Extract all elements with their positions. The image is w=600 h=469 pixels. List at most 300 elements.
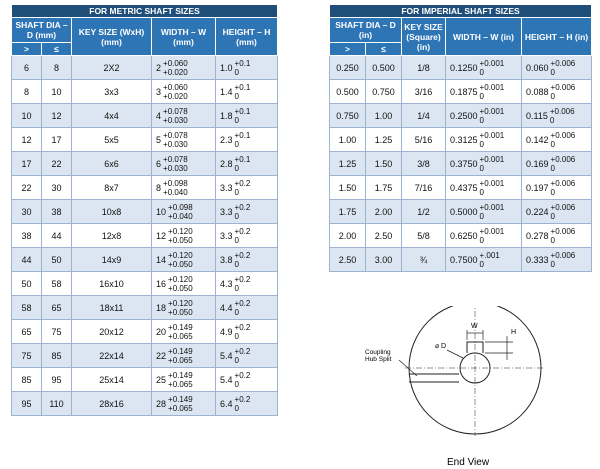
height-cell: [522, 248, 592, 272]
imperial-header-le: ≤: [366, 43, 402, 56]
height-tolerance: [235, 179, 251, 197]
height-tolerance: [551, 179, 576, 197]
width-tol-upper: +0.001: [479, 106, 505, 116]
shaft-dia-max-cell: 1.50: [366, 152, 402, 176]
width-tol-lower: +0.030: [163, 115, 188, 125]
key-size-cell: 2X2: [72, 56, 152, 80]
width-cell: [446, 176, 522, 200]
height-tol-upper: +0.1: [234, 58, 251, 68]
key-size-cell: 6x6: [72, 152, 152, 176]
width-tol-upper: +0.001: [479, 130, 505, 140]
width-cell: [152, 152, 216, 176]
height-tol-lower: 0: [550, 235, 555, 245]
key-size-cell: 22x14: [72, 344, 152, 368]
width-tolerance: [168, 203, 193, 221]
height-value: 0.060: [526, 62, 549, 73]
width-tol-lower: 0: [479, 139, 484, 149]
key-size-cell: 8x7: [72, 176, 152, 200]
shaft-dia-max-cell: 1.25: [366, 128, 402, 152]
height-tol-upper: +0.006: [550, 226, 576, 236]
width-tol-lower: +0.065: [168, 403, 193, 413]
shaft-dia-max-cell: 38: [42, 200, 72, 224]
height-tolerance: [551, 131, 576, 149]
height-cell: [522, 152, 592, 176]
width-value: 28: [156, 398, 167, 409]
height-value: 4.3: [220, 278, 233, 289]
height-tolerance: [551, 203, 576, 221]
width-value: 20: [156, 326, 167, 337]
metric-header-le: ≤: [42, 43, 72, 56]
shaft-dia-min-cell: 1.00: [330, 128, 366, 152]
height-tolerance: [235, 323, 251, 341]
height-value: 4.4: [220, 302, 233, 313]
key-size-cell: 3x3: [72, 80, 152, 104]
width-value: 16: [156, 278, 167, 289]
label-w: W: [471, 323, 478, 330]
shaft-dia-max-cell: 17: [42, 128, 72, 152]
width-tolerance: [163, 107, 188, 125]
height-cell: [216, 152, 278, 176]
width-tol-lower: +0.030: [163, 163, 188, 173]
height-value: 0.169: [526, 158, 549, 169]
width-tol-lower: 0: [479, 91, 484, 101]
height-tolerance: [235, 251, 251, 269]
key-size-cell: 25x14: [72, 368, 152, 392]
shaft-dia-min-cell: 22: [12, 176, 42, 200]
width-tol-lower: +0.065: [168, 355, 193, 365]
key-size-cell: 12x8: [72, 224, 152, 248]
height-tol-lower: 0: [550, 67, 555, 77]
width-tolerance: [163, 131, 188, 149]
shaft-dia-max-cell: 110: [42, 392, 72, 416]
shaft-dia-max-cell: 50: [42, 248, 72, 272]
width-tolerance: [168, 275, 193, 293]
height-tol-lower: 0: [550, 91, 555, 101]
height-value: 0.224: [526, 206, 549, 217]
height-tolerance: [235, 107, 251, 125]
height-cell: [522, 224, 592, 248]
width-cell: [152, 344, 216, 368]
shaft-dia-max-cell: 58: [42, 272, 72, 296]
height-tol-upper: +0.2: [234, 250, 251, 260]
height-value: 3.3: [220, 230, 233, 241]
height-cell: [216, 392, 278, 416]
shaft-dia-min-cell: 10: [12, 104, 42, 128]
key-size-cell: 4x4: [72, 104, 152, 128]
metric-header-height: HEIGHT – H (mm): [216, 18, 278, 56]
shaft-dia-min-cell: 30: [12, 200, 42, 224]
width-tol-upper: +0.149: [168, 394, 193, 404]
width-tol-lower: +0.040: [168, 211, 193, 221]
width-value: 25: [156, 374, 167, 385]
metric-table-row: [12, 80, 278, 104]
height-tol-lower: 0: [549, 115, 555, 125]
height-value: 0.088: [526, 86, 549, 97]
width-tol-upper: +0.120: [168, 274, 193, 284]
height-tol-upper: +0.2: [234, 346, 251, 356]
diameter-symbol-icon: ⌀: [435, 343, 440, 350]
width-value: 0.1250: [450, 62, 478, 73]
height-value: 0.278: [526, 230, 549, 241]
height-value: 4.9: [220, 326, 233, 337]
height-tolerance: [235, 347, 251, 365]
imperial-header-height: HEIGHT – H (in): [522, 18, 592, 56]
height-tol-upper: +0.1: [234, 130, 251, 140]
key-size-cell: 5x5: [72, 128, 152, 152]
height-value: 5.4: [220, 374, 233, 385]
width-tolerance: [168, 347, 193, 365]
height-value: 0.142: [526, 134, 549, 145]
height-cell: [216, 200, 278, 224]
height-tolerance: [551, 227, 576, 245]
width-cell: [152, 392, 216, 416]
width-tol-upper: +0.120: [168, 226, 193, 236]
height-tol-lower: 0: [234, 163, 239, 173]
width-tol-lower: +0.065: [168, 379, 193, 389]
width-tol-upper: +0.149: [168, 346, 193, 356]
width-cell: [152, 368, 216, 392]
height-tol-upper: +0.2: [234, 274, 251, 284]
key-size-cell: 18x11: [72, 296, 152, 320]
height-cell: [522, 128, 592, 152]
width-value: 18: [156, 302, 167, 313]
metric-table-row: [12, 224, 278, 248]
height-cell: [216, 176, 278, 200]
height-tolerance: [551, 155, 576, 173]
width-cell: [446, 56, 522, 80]
height-tol-lower: 0: [234, 307, 239, 317]
height-tolerance: [551, 251, 576, 269]
key-size-cell: 5/16: [402, 128, 446, 152]
height-cell: [216, 344, 278, 368]
imperial-header-shaft-dia: SHAFT DIA – D (in): [330, 18, 402, 43]
height-cell: [216, 296, 278, 320]
height-tol-lower: 0: [234, 211, 239, 221]
height-value: 0.333: [526, 254, 549, 265]
width-tolerance: [163, 179, 188, 197]
width-tolerance: [480, 83, 505, 101]
height-value: 0.197: [526, 182, 549, 193]
width-tolerance: [168, 299, 193, 317]
width-tol-upper: +0.060: [163, 82, 188, 92]
width-tolerance: [168, 371, 193, 389]
label-hub-split: Hub Split: [365, 356, 392, 363]
height-value: 1.4: [220, 86, 233, 97]
width-tol-lower: 0: [479, 163, 484, 173]
height-cell: [216, 56, 278, 80]
metric-table-row: [12, 392, 278, 416]
width-tolerance: [480, 131, 505, 149]
width-tolerance: [168, 251, 193, 269]
shaft-dia-min-cell: 58: [12, 296, 42, 320]
imperial-table: [329, 4, 592, 272]
metric-header-gt: >: [12, 43, 42, 56]
height-cell: [216, 320, 278, 344]
shaft-dia-min-cell: 75: [12, 344, 42, 368]
height-tol-lower: 0: [234, 67, 239, 77]
width-value: 0.3750: [450, 158, 478, 169]
shaft-dia-min-cell: 0.750: [330, 104, 366, 128]
shaft-dia-min-cell: 6: [12, 56, 42, 80]
shaft-dia-min-cell: 38: [12, 224, 42, 248]
height-tol-lower: 0: [234, 235, 239, 245]
height-value: 1.8: [220, 110, 233, 121]
shaft-dia-max-cell: 85: [42, 344, 72, 368]
width-tol-upper: +0.120: [168, 298, 193, 308]
key-size-cell: 10x8: [72, 200, 152, 224]
width-tol-upper: +0.078: [163, 106, 188, 116]
shaft-dia-max-cell: 44: [42, 224, 72, 248]
width-tol-upper: +0.120: [168, 250, 193, 260]
width-cell: [446, 128, 522, 152]
height-cell: [522, 176, 592, 200]
height-tol-lower: 0: [550, 187, 555, 197]
width-tolerance: [168, 227, 193, 245]
imperial-table-row: [330, 56, 592, 80]
height-tolerance: [235, 371, 251, 389]
shaft-dia-min-cell: 8: [12, 80, 42, 104]
height-tol-upper: +0.2: [234, 226, 251, 236]
width-value: 12: [156, 230, 167, 241]
shaft-dia-min-cell: 65: [12, 320, 42, 344]
imperial-table-title: FOR IMPERIAL SHAFT SIZES: [330, 5, 592, 18]
width-tolerance: [163, 83, 188, 101]
height-tol-lower: 0: [234, 91, 239, 101]
shaft-dia-min-cell: 12: [12, 128, 42, 152]
shaft-dia-min-cell: 85: [12, 368, 42, 392]
width-value: 0.6250: [450, 230, 478, 241]
width-value: 2: [156, 62, 162, 73]
width-cell: [446, 104, 522, 128]
shaft-dia-min-cell: 1.50: [330, 176, 366, 200]
width-cell: [446, 152, 522, 176]
imperial-table-row: [330, 128, 592, 152]
metric-header-shaft-dia: SHAFT DIA – D (mm): [12, 18, 72, 43]
width-cell: [152, 248, 216, 272]
width-tol-upper: +0.078: [163, 130, 188, 140]
shaft-dia-max-cell: 95: [42, 368, 72, 392]
width-tol-lower: +0.050: [168, 307, 193, 317]
height-tol-upper: +0.006: [550, 82, 576, 92]
height-tol-upper: +0.006: [550, 58, 576, 68]
width-value: 0.2500: [450, 110, 478, 121]
imperial-header-gt: >: [330, 43, 366, 56]
height-tol-upper: +0.1: [234, 106, 251, 116]
key-size-cell: 28x16: [72, 392, 152, 416]
key-size-cell: 7/16: [402, 176, 446, 200]
width-value: 0.1875: [450, 86, 478, 97]
shaft-dia-max-cell: 75: [42, 320, 72, 344]
width-value: 0.5000: [450, 206, 478, 217]
width-tol-lower: +0.065: [168, 331, 193, 341]
width-tol-upper: +0.078: [163, 154, 188, 164]
width-cell: [152, 104, 216, 128]
width-tol-lower: 0: [479, 67, 484, 77]
height-tol-upper: +0.006: [550, 178, 576, 188]
width-tolerance: [480, 155, 505, 173]
width-tol-upper: +0.001: [479, 82, 505, 92]
width-cell: [152, 56, 216, 80]
width-tolerance: [480, 227, 505, 245]
width-value: 5: [156, 134, 162, 145]
metric-table-row: [12, 248, 278, 272]
width-tolerance: [480, 107, 505, 125]
shaft-dia-max-cell: 22: [42, 152, 72, 176]
metric-table: [11, 4, 278, 416]
shaft-dia-max-cell: 30: [42, 176, 72, 200]
height-cell: [522, 80, 592, 104]
height-tol-lower: 0: [234, 139, 239, 149]
width-tol-lower: +0.040: [163, 187, 188, 197]
width-tol-lower: +0.020: [163, 67, 188, 77]
width-tol-upper: +0.060: [163, 58, 188, 68]
height-tolerance: [235, 395, 251, 413]
imperial-table-row: [330, 248, 592, 272]
width-tol-upper: +0.001: [479, 226, 505, 236]
key-size-cell: 1/4: [402, 104, 446, 128]
height-tol-lower: 0: [234, 115, 239, 125]
width-value: 0.4375: [450, 182, 478, 193]
width-tolerance: [480, 251, 500, 269]
height-tolerance: [235, 83, 251, 101]
width-cell: [152, 296, 216, 320]
height-tolerance: [235, 203, 251, 221]
shaft-dia-min-cell: 2.00: [330, 224, 366, 248]
end-view-drawing: [355, 306, 585, 469]
width-tolerance: [480, 203, 505, 221]
height-value: 1.0: [220, 62, 233, 73]
imperial-table-row: [330, 104, 592, 128]
width-cell: [446, 224, 522, 248]
label-coupling: Coupling: [365, 349, 391, 356]
width-cell: [152, 224, 216, 248]
shaft-dia-max-cell: 0.750: [366, 80, 402, 104]
shaft-dia-min-cell: 0.500: [330, 80, 366, 104]
metric-table-row: [12, 56, 278, 80]
height-tol-upper: +0.1: [234, 154, 251, 164]
width-value: 3: [156, 86, 162, 97]
metric-table-row: [12, 368, 278, 392]
width-tol-upper: +0.001: [479, 154, 505, 164]
height-value: 2.8: [220, 158, 233, 169]
imperial-table-row: [330, 176, 592, 200]
height-tolerance: [235, 59, 251, 77]
shaft-dia-min-cell: 50: [12, 272, 42, 296]
height-value: 6.4: [220, 398, 233, 409]
width-tolerance: [168, 323, 193, 341]
shaft-dia-min-cell: 1.25: [330, 152, 366, 176]
imperial-header-width: WIDTH – W (in): [446, 18, 522, 56]
metric-header-width: WIDTH – W (mm): [152, 18, 216, 56]
imperial-table-row: [330, 200, 592, 224]
width-tol-lower: +0.050: [168, 259, 193, 269]
height-cell: [216, 224, 278, 248]
imperial-table-row: [330, 152, 592, 176]
width-tol-upper: +0.149: [168, 370, 193, 380]
width-tolerance: [168, 395, 193, 413]
height-tolerance: [235, 131, 251, 149]
height-tol-upper: +0.1: [234, 82, 251, 92]
height-cell: [522, 200, 592, 224]
height-tolerance: [235, 227, 251, 245]
height-cell: [216, 104, 278, 128]
width-value: 0.7500: [450, 254, 478, 265]
width-value: 4: [156, 110, 162, 121]
height-tolerance: [235, 275, 251, 293]
width-tol-upper: +0.098: [168, 202, 193, 212]
height-tol-lower: 0: [234, 187, 239, 197]
height-cell: [216, 80, 278, 104]
height-tolerance: [550, 107, 575, 125]
metric-table-row: [12, 272, 278, 296]
height-cell: [216, 248, 278, 272]
diameter-leader: [447, 350, 463, 358]
width-value: 6: [156, 158, 162, 169]
shaft-dia-max-cell: 0.500: [366, 56, 402, 80]
shaft-dia-min-cell: 0.250: [330, 56, 366, 80]
key-size-cell: 5/8: [402, 224, 446, 248]
metric-table-row: [12, 176, 278, 200]
height-tol-upper: +0.2: [234, 202, 251, 212]
shaft-dia-max-cell: 8: [42, 56, 72, 80]
height-tol-lower: 0: [234, 331, 239, 341]
width-tol-lower: 0: [479, 187, 484, 197]
height-value: 2.3: [220, 134, 233, 145]
shaft-dia-max-cell: 2.00: [366, 200, 402, 224]
key-size-cell: 1/8: [402, 56, 446, 80]
width-tol-upper: +0.001: [479, 202, 505, 212]
width-tol-lower: +0.050: [168, 283, 193, 293]
width-cell: [152, 272, 216, 296]
height-cell: [522, 104, 592, 128]
shaft-dia-max-cell: 65: [42, 296, 72, 320]
height-tol-upper: +0.2: [234, 370, 251, 380]
key-size-cell: ¾: [402, 248, 446, 272]
width-tolerance: [480, 179, 505, 197]
height-tolerance: [551, 83, 576, 101]
key-size-cell: 14x9: [72, 248, 152, 272]
height-tol-lower: 0: [234, 355, 239, 365]
height-tol-upper: +0.2: [234, 178, 251, 188]
height-tolerance: [235, 155, 251, 173]
width-cell: [446, 200, 522, 224]
end-view-caption: End View: [447, 457, 490, 468]
width-cell: [152, 128, 216, 152]
width-tolerance: [480, 59, 505, 77]
width-cell: [152, 200, 216, 224]
width-tol-lower: 0: [479, 115, 484, 125]
metric-table-row: [12, 152, 278, 176]
key-size-cell: 20x12: [72, 320, 152, 344]
height-tol-upper: +0.2: [234, 298, 251, 308]
height-tol-lower: 0: [234, 403, 239, 413]
width-tol-lower: 0: [479, 211, 484, 221]
height-value: 5.4: [220, 350, 233, 361]
shaft-dia-max-cell: 3.00: [366, 248, 402, 272]
imperial-header-key-size: KEY SIZE (Square) (in): [402, 18, 446, 56]
key-size-cell: 3/16: [402, 80, 446, 104]
metric-table-row: [12, 104, 278, 128]
shaft-dia-max-cell: 1.75: [366, 176, 402, 200]
height-cell: [216, 128, 278, 152]
shaft-dia-min-cell: 1.75: [330, 200, 366, 224]
width-tol-upper: +0.001: [479, 178, 505, 188]
metric-table-row: [12, 200, 278, 224]
width-cell: [446, 80, 522, 104]
shaft-dia-max-cell: 12: [42, 104, 72, 128]
width-tol-lower: 0: [479, 235, 484, 245]
width-value: 8: [156, 182, 162, 193]
